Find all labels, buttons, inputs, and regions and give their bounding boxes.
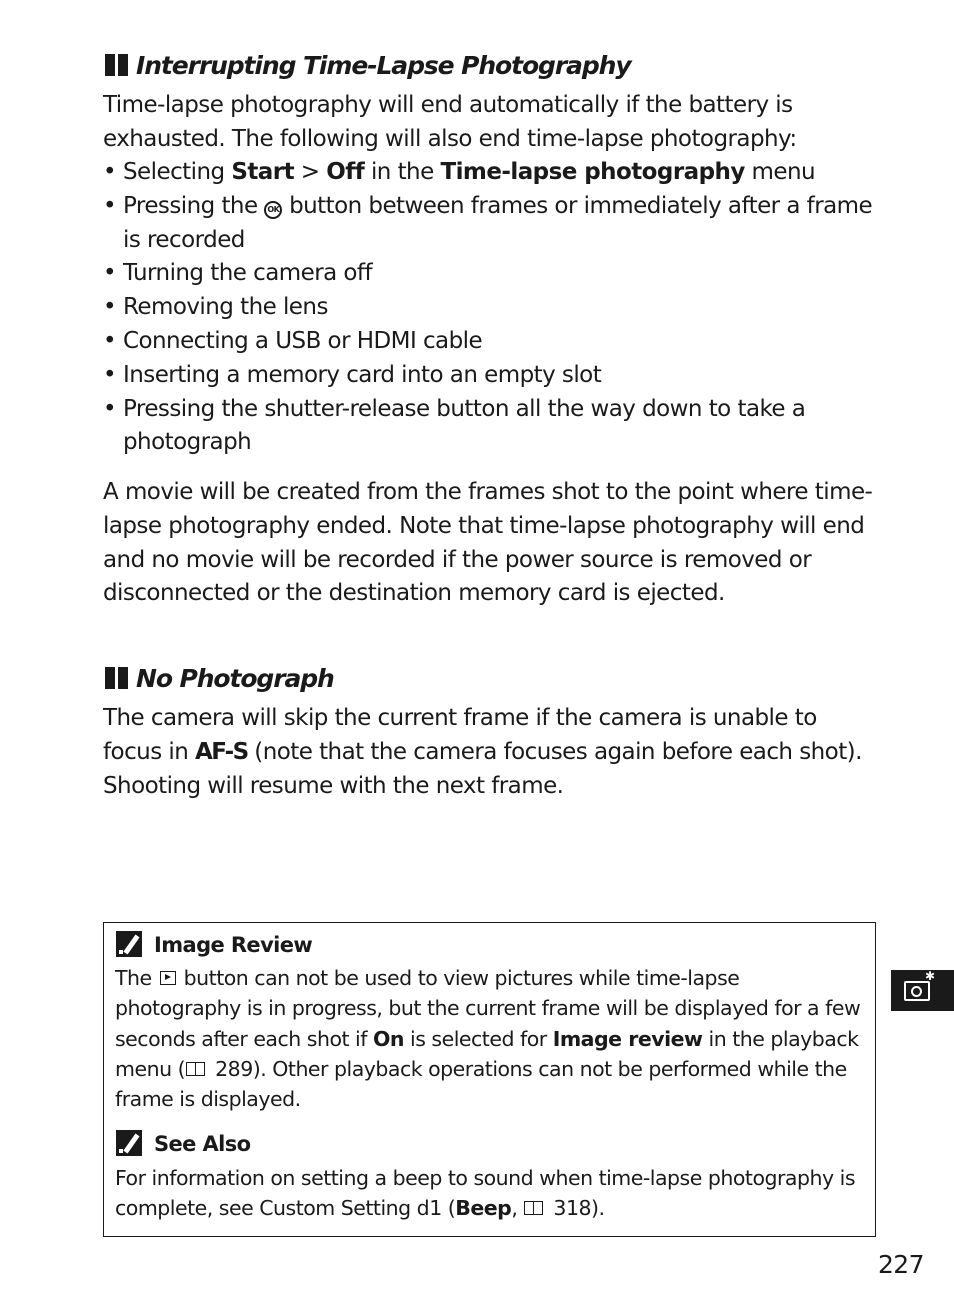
chapter-side-tab[interactable] <box>891 970 954 1011</box>
book-reference-icon <box>186 1062 206 1076</box>
section-title-no-photograph: No Photograph <box>136 664 334 693</box>
pencil-note-icon <box>116 1130 142 1156</box>
list-item: • Removing the lens <box>103 291 878 325</box>
heading-marker-icon <box>103 54 133 76</box>
section-title-interrupting: Interrupting Time-Lapse Photography <box>136 51 631 80</box>
playback-button-icon <box>160 971 176 985</box>
note-text-image-review: The button can not be used to view pictures while time-lapse photography is in progress, but the current frame will be displayed for a few seconds after each shot if On is selected for Image review in the playback menu ( 289). Other playback operations can not be performed while the frame is displayed. <box>115 966 861 1112</box>
intro-paragraph: Time-lapse photography will end automatically if the battery is exhausted. The following will also end time-lapse photography: <box>103 92 797 152</box>
end-conditions-list <box>103 156 878 460</box>
note-text-see-also: For information on setting a beep to sound when time-lapse photography is complete, see Custom Setting d1 (Beep, 318). <box>115 1166 856 1221</box>
ok-button-icon: OK <box>264 201 282 219</box>
note-title-image-review: Image Review <box>116 930 312 960</box>
list-item: • Connecting a USB or HDMI cable <box>103 325 878 359</box>
page-number: 227 <box>878 1250 924 1279</box>
book-reference-icon <box>524 1201 544 1215</box>
shooting-menu-camera-icon <box>904 981 930 1001</box>
note-title-see-also: See Also <box>116 1129 251 1159</box>
list-item: • Turning the camera off <box>103 257 878 291</box>
pencil-note-icon <box>116 931 142 957</box>
section-heading-interrupting <box>103 51 631 81</box>
list-item: • Pressing the shutter-release button all the way down to take a photograph <box>103 393 878 461</box>
closing-paragraph: A movie will be created from the frames shot to the point where time-lapse photography ended. Note that time-lapse photography will end and no movie will be recorded if the power source is removed or disconnected or the destination memory card is ejected. <box>103 479 873 607</box>
heading-marker-icon <box>103 667 133 689</box>
list-item: • Pressing the OK button between frames or immediately after a frame is recorded <box>103 190 878 258</box>
list-item: • Inserting a memory card into an empty slot <box>103 359 878 393</box>
list-item: • Selecting Start > Off in the Time-lapse photography menu <box>103 156 878 190</box>
no-photograph-paragraph: The camera will skip the current frame if the camera is unable to focus in AF-S (note that the camera focuses again before each shot). Shooting will resume with the next frame. <box>103 705 862 799</box>
notes-box <box>103 922 876 1237</box>
af-s-mode-label: AF-S <box>195 738 248 765</box>
section-heading-no-photograph <box>103 664 334 694</box>
